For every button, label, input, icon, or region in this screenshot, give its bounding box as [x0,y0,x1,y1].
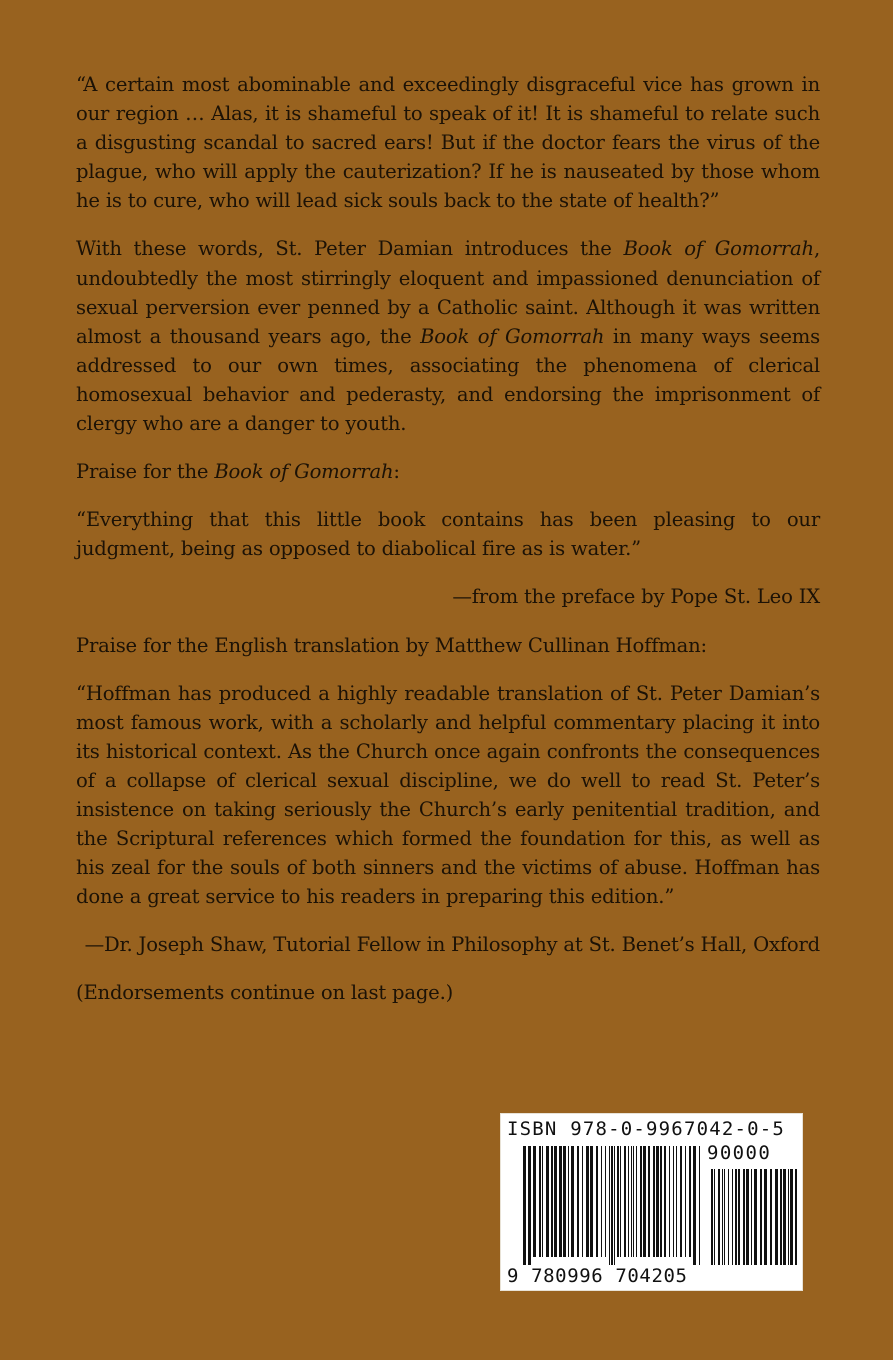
barcode-bar [689,1146,691,1257]
barcode-bar [539,1146,541,1257]
barcode-bar [699,1146,700,1265]
book-title: Book of Gomorrah [623,237,814,261]
barcode-bar [609,1146,610,1265]
barcode-bar [722,1169,723,1265]
barcode-bar [628,1146,629,1257]
barcode-bar [590,1146,593,1257]
intro-text-2: , undoubtedly the most stirringly eloquent and impassioned denunciation of sexual perversion ever penned by a Catholic saint. Although it was written almost a thousand years ago, the [76,237,820,348]
barcode-bar [795,1169,797,1265]
barcode-bar [542,1146,543,1257]
papal-quote: “Everything that this little book contains has been pleasing to our judgment, being as opposed to diabolical fire as is water.” [76,508,820,561]
barcode-bar [714,1169,715,1265]
barcode-bar [624,1146,626,1257]
barcode-bar [614,1146,615,1265]
barcode-bar [783,1169,786,1265]
barcode-bar [577,1146,579,1257]
book-title: Book of Gomorrah [420,324,605,348]
shaw-quote: “Hoffman has produced a highly readable translation of St. Peter Damian’s most famous work, with a scholarly and helpful commentary placing it into its historical context. As the Church once again confronts the consequences of a collapse of clerical sexual discipline, we do well to read St. Peter’s insistence on taking seriously the Church’s early penitential tradition, and the Scriptural references which formed the foundation for this, as well as his zeal for the souls of both sinners and the victims of abuse. Hoffman has done a great service to his readers in preparing this edition.” [76,681,820,909]
barcode-bar [788,1169,789,1265]
barcode-bar [760,1169,762,1265]
continuation-note: (Endorsements continue on last page.) [76,981,454,1005]
isbn-barcode [500,1113,803,1291]
isbn-label: ISBN 978-0-9967042-0-5 [507,1118,786,1140]
barcode-bar [653,1146,655,1257]
barcode-bar [611,1146,613,1265]
barcode-bar [582,1146,583,1257]
barcode-bar [790,1169,793,1265]
barcode-bar [685,1146,686,1257]
barcode-bar [718,1169,720,1265]
barcode-bar [533,1146,536,1257]
barcode-bar [633,1146,634,1257]
back-cover-text [76,70,820,1027]
barcode-bar [751,1169,752,1265]
barcode-bar [743,1169,745,1265]
barcode-bar [775,1169,778,1265]
shaw-attribution: —Dr. Joseph Shaw, Tutorial Fellow in Philosophy at St. Benet’s Hall, Oxford [84,933,820,957]
barcode-bar [636,1146,637,1257]
barcode-bar [648,1146,650,1257]
barcode-bar [664,1146,666,1257]
ean-digits: 9 780996 704205 [507,1265,688,1287]
barcode-bar [563,1146,566,1257]
intro-text-3: in many ways seems addressed to our own times, associating the phenomena of clerical homosexual behavior and pederasty, and endorsing the imprisonment of clergy who are a danger to youth. [76,324,820,436]
barcode-bar [596,1146,598,1257]
barcode-bar [669,1146,670,1257]
barcode-bar [559,1146,562,1257]
barcode-bar [735,1169,737,1265]
barcode-bar [586,1146,589,1257]
barcode-bar [640,1146,642,1257]
barcode-bar [673,1146,674,1257]
barcode-bar [728,1169,729,1265]
barcode-bar [711,1169,713,1265]
barcode-bar [528,1146,531,1265]
addon-bar-group [711,1169,797,1265]
praise-heading-prefix: Praise for the [76,460,215,484]
barcode-bar [523,1146,526,1265]
intro-paragraph [76,234,820,438]
opening-quote: “A certain most abominable and exceedingly disgraceful vice has grown in our region … Alas, it is shameful to speak of it! It is shameful to relate such a disgusting scandal to sacred ears! But if the doctor fears the virus of the plague, who will apply the cauterization? If he is nauseated by those whom he is to cure, who will lead sick souls back to the state of health?” [76,73,820,213]
price-code: 90000 [707,1142,772,1164]
praise-heading-original [76,457,820,486]
barcode-bar [568,1146,569,1257]
ean-bar-group [523,1146,700,1265]
barcode-bar [746,1169,749,1265]
intro-text-1: With these words, St. Peter Damian introduces the [76,237,624,261]
barcode-bar [643,1146,646,1257]
barcode-bar [601,1146,602,1257]
barcode-bar [571,1146,574,1257]
barcode-bar [780,1169,782,1265]
barcode-bar [693,1146,696,1265]
barcode-bar [631,1146,632,1257]
barcode-bar [764,1169,767,1265]
barcode-bar [754,1169,757,1265]
barcode-bar [620,1146,621,1257]
barcode-bar [732,1169,733,1265]
barcode-bar [660,1146,662,1257]
book-title: Book of Gomorrah [214,460,394,484]
barcode-bar [680,1146,682,1257]
barcode-bar [724,1169,725,1265]
praise-heading-suffix: : [393,460,400,484]
barcode-bar [554,1146,557,1257]
barcode-bar [676,1146,677,1257]
praise-heading-translation: Praise for the English translation by Matthew Cullinan Hoffman: [76,633,707,657]
barcode-bar [656,1146,659,1257]
barcode-bar [551,1146,553,1257]
barcode-bar [738,1169,740,1265]
barcode-bar [617,1146,619,1257]
barcode-bar [546,1146,549,1257]
papal-attribution: —from the preface by Pope St. Leo IX [452,585,820,609]
barcode-bar [770,1169,772,1265]
barcode-bar [605,1146,606,1257]
